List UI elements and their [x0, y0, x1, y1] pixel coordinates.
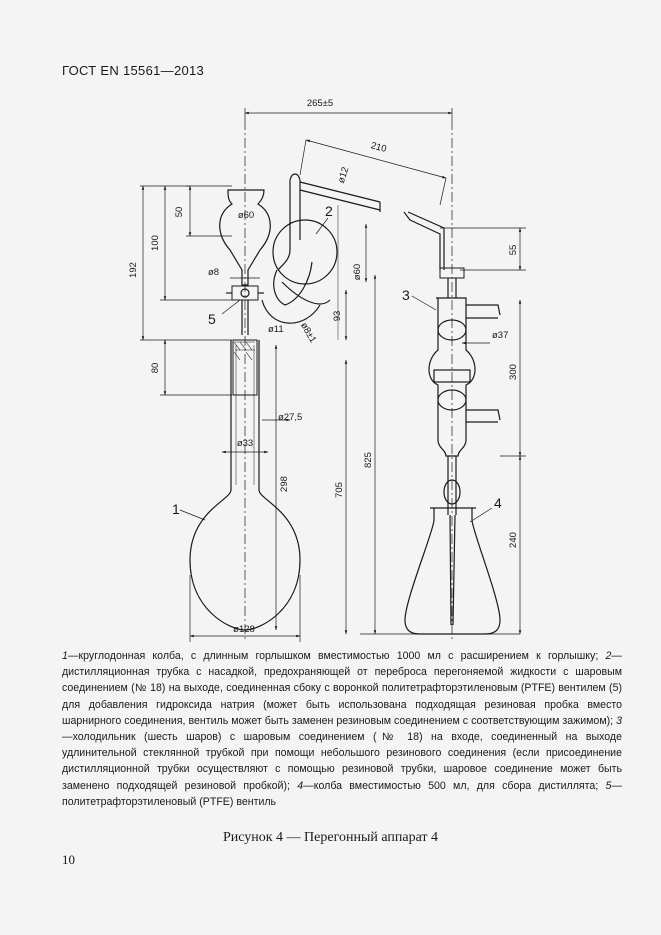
callout-distillation-tube: 2	[325, 203, 333, 219]
dim-height-705: 705	[334, 482, 345, 498]
condenser	[429, 268, 500, 456]
legend-num-2: 2	[605, 650, 612, 662]
figure-legend	[62, 648, 622, 810]
dim-receiver-height: 240	[508, 532, 519, 548]
distillation-head	[262, 174, 380, 323]
dim-height-298: 298	[279, 476, 290, 492]
legend-num-5: 5	[605, 779, 612, 792]
dim-neck-outer-diameter: ø27,5	[278, 412, 303, 423]
legend-text-2: —дистилляционная трубка с насадкой, предохраняющей от переброса перегоняемой жидкости с шаровым соединением (№ 18) на выходе, соединенная сбоку с воронкой политетрафторэтиленовым (PTFE) вентилем (5) для добавления гидроксида натрия (может быть использована подходящая резиновая пробка вместо шарнирного соединения, вентиль может быть заменен резиновым соединением с соответствующим зажимом);	[62, 650, 622, 727]
figure-caption: Рисунок 4 — Перегонный аппарат 4	[222, 830, 439, 845]
legend-text-5: —политетрафторэтиленовый (PTFE) вентиль	[62, 779, 622, 808]
dim-tube-length: 210	[369, 140, 388, 155]
dim-condenser-height: 300	[508, 364, 519, 380]
legend-text-4: —колба вместимостью 500 мл, для сбора дистиллята;	[303, 779, 606, 792]
dim-flask-diameter: ø128	[233, 624, 255, 635]
callout-receiving-flask: 4	[494, 495, 502, 511]
dim-condenser-diameter: ø37	[492, 330, 509, 341]
dim-outlet-height: 55	[508, 244, 519, 256]
legend-paragraph	[62, 648, 622, 810]
callout-ptfe-valve: 5	[208, 311, 216, 327]
dim-bulb-diameter: ø60	[352, 263, 363, 281]
page-number: 10	[62, 852, 75, 867]
receiving-flask	[405, 508, 500, 634]
dim-height-192: 192	[128, 262, 139, 278]
legend-num-4: 4	[297, 779, 304, 792]
dim-funnel-height: 50	[174, 206, 185, 218]
legend-text-3: —холодильник (шесть шаров) с шаровым соединением (№ 18) на входе, соединенный на выходе удлинительной стеклянной трубкой при помощи небольшого резинового соединения (если присоединение дистилляционной трубки осуществляют с помощью резиновой трубки, шаровое соединение может быть заменено подходящей резиновой пробкой);	[62, 731, 622, 792]
dim-side-tube-diameter: ø11	[268, 324, 284, 335]
legend-num-3: 3	[616, 714, 622, 727]
dim-tube-diameter: ø12	[335, 165, 352, 185]
dim-neck-inner-diameter: ø33	[236, 438, 254, 449]
dim-height-80: 80	[150, 362, 161, 374]
dim-height-100: 100	[150, 235, 161, 251]
callout-flask: 1	[172, 501, 180, 517]
dim-funnel-diameter: ø60	[237, 210, 255, 221]
legend-num-1: 1	[62, 650, 68, 662]
dim-valve-diameter: ø8	[208, 267, 220, 278]
callout-condenser: 3	[402, 287, 410, 303]
outlet-tube	[404, 212, 444, 270]
dim-height-825: 825	[363, 452, 374, 468]
dim-overall-width: 265±5	[306, 98, 334, 109]
legend-text-1: —круглодонная колба, с длинным горлышком вместимостью 1000 мл с расширением к горлышку;	[67, 650, 606, 662]
dim-joint-diameter: ø8±1	[298, 320, 319, 345]
document-header: ГОСТ EN 15561—2013	[62, 63, 205, 78]
dim-height-93: 93	[332, 310, 343, 322]
